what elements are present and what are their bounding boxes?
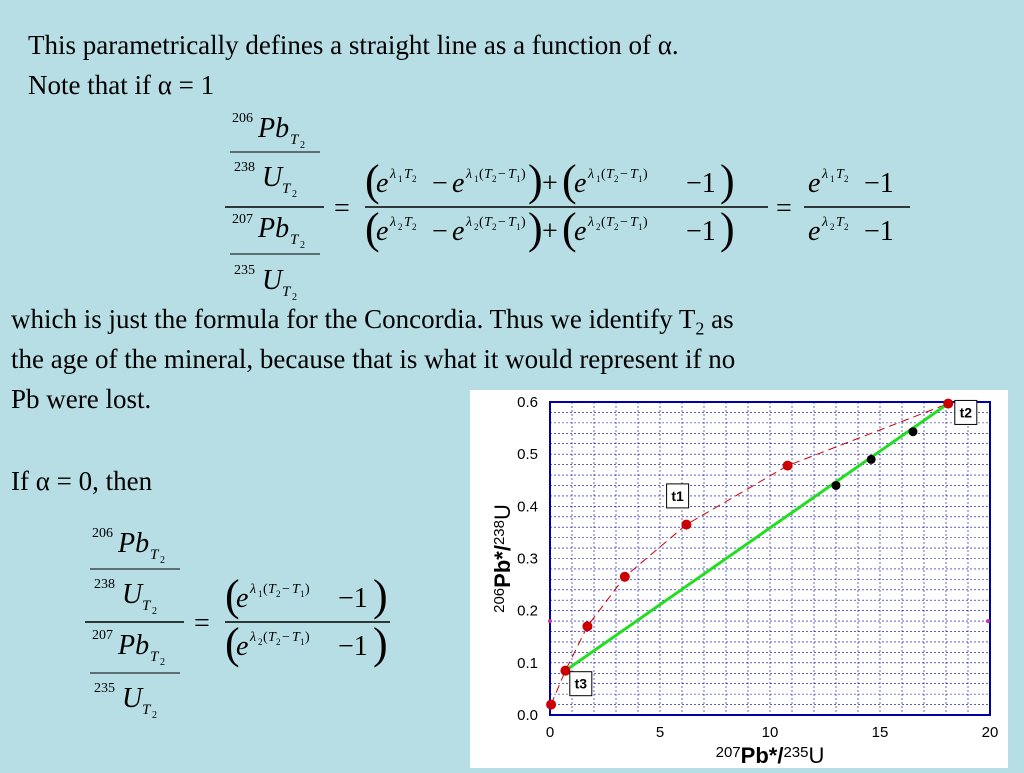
svg-text:T: T [836, 215, 844, 230]
svg-text:(: ( [601, 167, 606, 182]
svg-text:2: 2 [492, 174, 497, 184]
svg-text:(: ( [562, 204, 577, 253]
concordia-line-end: as [704, 304, 734, 334]
svg-text:+: + [542, 216, 558, 247]
svg-text:2: 2 [160, 657, 165, 668]
edge-marker-right [986, 619, 990, 623]
svg-text:T: T [630, 167, 638, 182]
svg-text:−1: −1 [338, 583, 368, 614]
svg-text:Pb: Pb [258, 213, 290, 244]
svg-text:T: T [484, 215, 492, 230]
svg-text:207: 207 [232, 212, 253, 227]
svg-text:e: e [376, 216, 389, 247]
age-line: the age of the mineral, because that is what it would represent if no [11, 344, 736, 374]
svg-text:T: T [268, 630, 276, 645]
svg-text:−1: −1 [864, 168, 894, 199]
y-tick-label: 0.5 [517, 446, 538, 464]
svg-text:Pb: Pb [118, 630, 150, 661]
svg-text:T: T [404, 215, 412, 230]
svg-text:T: T [282, 284, 291, 300]
equation-alpha-one [220, 100, 920, 310]
concordia-point [582, 621, 592, 631]
svg-text:−: − [282, 630, 290, 645]
svg-text:(: ( [225, 571, 240, 620]
svg-text:T: T [282, 181, 291, 197]
svg-text:e: e [808, 168, 821, 199]
concordia-point [681, 520, 691, 530]
svg-text:T: T [508, 215, 516, 230]
svg-text:λ: λ [250, 582, 257, 597]
svg-text:): ) [528, 204, 543, 253]
svg-text:e: e [236, 583, 249, 614]
equation-alpha-zero [80, 515, 410, 730]
svg-text:(: ( [365, 156, 380, 205]
svg-text:(: ( [263, 582, 268, 597]
svg-text:): ) [305, 582, 310, 597]
svg-text:=: = [334, 193, 350, 224]
svg-text:T: T [484, 167, 492, 182]
svg-text:(: ( [479, 215, 484, 230]
x-tick-label: 10 [761, 724, 779, 741]
svg-text:): ) [521, 215, 526, 230]
svg-text:−1: −1 [686, 216, 716, 247]
svg-text:−1: −1 [686, 168, 716, 199]
x-axis-label: $^{207}$Pb*/$^{235}$U [715, 743, 825, 768]
svg-text:2: 2 [292, 189, 297, 200]
svg-text:2: 2 [614, 174, 619, 184]
svg-text:): ) [720, 204, 735, 253]
svg-text:(: ( [225, 619, 240, 668]
svg-text:e: e [236, 631, 249, 662]
svg-text:1: 1 [398, 174, 403, 184]
svg-text:=: = [776, 193, 792, 224]
svg-text:2: 2 [412, 174, 417, 184]
svg-text:T: T [508, 167, 516, 182]
y-tick-label: 0.4 [517, 498, 538, 516]
pb-lost-line: Pb were lost. [11, 384, 152, 414]
svg-text:(: ( [601, 215, 606, 230]
svg-text:e: e [376, 168, 389, 199]
svg-text:): ) [643, 215, 648, 230]
y-tick-label: 0.1 [517, 654, 538, 672]
svg-text:U: U [262, 265, 283, 296]
discordia-point [909, 427, 918, 436]
svg-text:2: 2 [398, 222, 403, 232]
svg-text:Pb: Pb [118, 528, 150, 559]
svg-text:1: 1 [516, 174, 521, 184]
discordia-point [832, 481, 841, 490]
svg-text:2: 2 [152, 606, 157, 617]
svg-text:e: e [452, 168, 465, 199]
svg-text:2: 2 [474, 222, 479, 232]
svg-text:238: 238 [94, 577, 115, 592]
svg-text:2: 2 [412, 222, 417, 232]
concordia-curve [551, 404, 948, 705]
svg-text:1: 1 [300, 637, 305, 647]
x-tick-label: 0 [545, 724, 555, 741]
svg-text:235: 235 [94, 681, 115, 696]
svg-text:235: 235 [234, 263, 255, 278]
svg-text:e: e [574, 216, 587, 247]
svg-text:U: U [262, 162, 283, 193]
svg-text:2: 2 [292, 292, 297, 303]
svg-text:−: − [620, 167, 628, 182]
svg-text:T: T [292, 630, 300, 645]
svg-text:T: T [630, 215, 638, 230]
discordia-point [867, 455, 876, 464]
svg-text:2: 2 [258, 637, 263, 647]
x-tick-label: 5 [655, 724, 665, 741]
svg-text:T: T [142, 702, 151, 718]
svg-text:−: − [432, 168, 448, 199]
svg-text:1: 1 [638, 174, 643, 184]
svg-text:): ) [305, 630, 310, 645]
concordia-point [560, 666, 570, 676]
svg-text:−: − [282, 582, 290, 597]
y-tick-label: 0.6 [517, 394, 538, 411]
svg-text:e: e [574, 168, 587, 199]
y-tick-label: 0.0 [517, 707, 538, 724]
svg-text:): ) [643, 167, 648, 182]
concordia-point [783, 461, 793, 471]
annotation-label-t2: t2 [959, 404, 973, 421]
intro-line-2: Note that if α = 1 [28, 70, 215, 100]
svg-text:238: 238 [234, 160, 255, 175]
svg-text:206: 206 [232, 111, 253, 126]
svg-text:T: T [142, 598, 151, 614]
svg-text:2: 2 [300, 140, 305, 151]
svg-text:1: 1 [830, 174, 835, 184]
svg-text:(: ( [479, 167, 484, 182]
svg-text:2: 2 [844, 174, 849, 184]
svg-text:λ: λ [822, 167, 829, 182]
svg-text:λ: λ [822, 215, 829, 230]
svg-text:−: − [498, 215, 506, 230]
svg-text:T: T [290, 132, 299, 148]
svg-text:T: T [606, 215, 614, 230]
svg-text:): ) [528, 156, 543, 205]
svg-text:T: T [404, 167, 412, 182]
concordia-point [943, 399, 953, 409]
y-axis-label: $^{206}$Pb*/$^{238}$U [490, 504, 515, 613]
annotation-label-t3: t3 [574, 675, 588, 692]
concordia-line-text: which is just the formula for the Concordia. Thus we identify T [11, 304, 696, 334]
svg-text:2: 2 [152, 710, 157, 721]
svg-text:λ: λ [588, 215, 595, 230]
svg-text:1: 1 [638, 222, 643, 232]
concordia-point [620, 572, 630, 582]
svg-text:T: T [150, 547, 159, 563]
svg-text:T: T [292, 582, 300, 597]
svg-text:e: e [808, 216, 821, 247]
svg-text:2: 2 [300, 240, 305, 251]
svg-text:2: 2 [160, 555, 165, 566]
svg-text:λ: λ [390, 167, 397, 182]
svg-text:−: − [498, 167, 506, 182]
alpha-zero-line: If α = 0, then [11, 466, 153, 496]
svg-text:206: 206 [92, 526, 113, 541]
svg-text:Pb: Pb [258, 113, 290, 144]
svg-text:T: T [836, 167, 844, 182]
svg-text:e: e [452, 216, 465, 247]
svg-text:1: 1 [258, 589, 263, 599]
svg-text:λ: λ [390, 215, 397, 230]
svg-text:2: 2 [844, 222, 849, 232]
svg-text:+: + [542, 168, 558, 199]
svg-text:1: 1 [300, 589, 305, 599]
svg-text:(: ( [263, 630, 268, 645]
svg-text:λ: λ [588, 167, 595, 182]
svg-text:(: ( [562, 156, 577, 205]
x-tick-label: 15 [871, 724, 889, 741]
svg-text:T: T [290, 232, 299, 248]
t2-subscript: 2 [695, 318, 705, 339]
svg-text:2: 2 [596, 222, 601, 232]
concordia-line [11, 303, 734, 344]
svg-text:T: T [268, 582, 276, 597]
svg-text:): ) [521, 167, 526, 182]
svg-text:2: 2 [614, 222, 619, 232]
concordia-chart-svg [470, 390, 1008, 768]
svg-text:1: 1 [474, 174, 479, 184]
svg-text:−: − [620, 215, 628, 230]
svg-text:): ) [373, 619, 388, 668]
y-tick-label: 0.3 [517, 550, 538, 568]
svg-text:−1: −1 [864, 216, 894, 247]
svg-text:1: 1 [516, 222, 521, 232]
svg-text:2: 2 [830, 222, 835, 232]
svg-text:λ: λ [466, 167, 473, 182]
concordia-chart [470, 390, 1008, 768]
svg-text:2: 2 [276, 637, 281, 647]
svg-text:U: U [122, 579, 143, 610]
svg-text:): ) [373, 571, 388, 620]
svg-text:U: U [122, 683, 143, 714]
svg-text:207: 207 [92, 628, 113, 643]
svg-text:1: 1 [596, 174, 601, 184]
svg-text:−: − [432, 216, 448, 247]
svg-text:(: ( [365, 204, 380, 253]
svg-text:T: T [606, 167, 614, 182]
annotation-label-t1: t1 [671, 487, 684, 504]
concordia-point [546, 700, 556, 710]
svg-text:=: = [194, 608, 210, 639]
svg-text:2: 2 [492, 222, 497, 232]
svg-text:λ: λ [250, 630, 257, 645]
intro-line-1: This parametrically defines a straight line as a function of α. [28, 30, 679, 60]
svg-text:−1: −1 [338, 631, 368, 662]
svg-text:2: 2 [276, 589, 281, 599]
edge-marker-left [548, 619, 552, 623]
x-tick-label: 20 [981, 724, 999, 741]
y-tick-label: 0.2 [517, 602, 538, 620]
svg-text:λ: λ [466, 215, 473, 230]
svg-text:T: T [150, 649, 159, 665]
svg-text:): ) [720, 156, 735, 205]
